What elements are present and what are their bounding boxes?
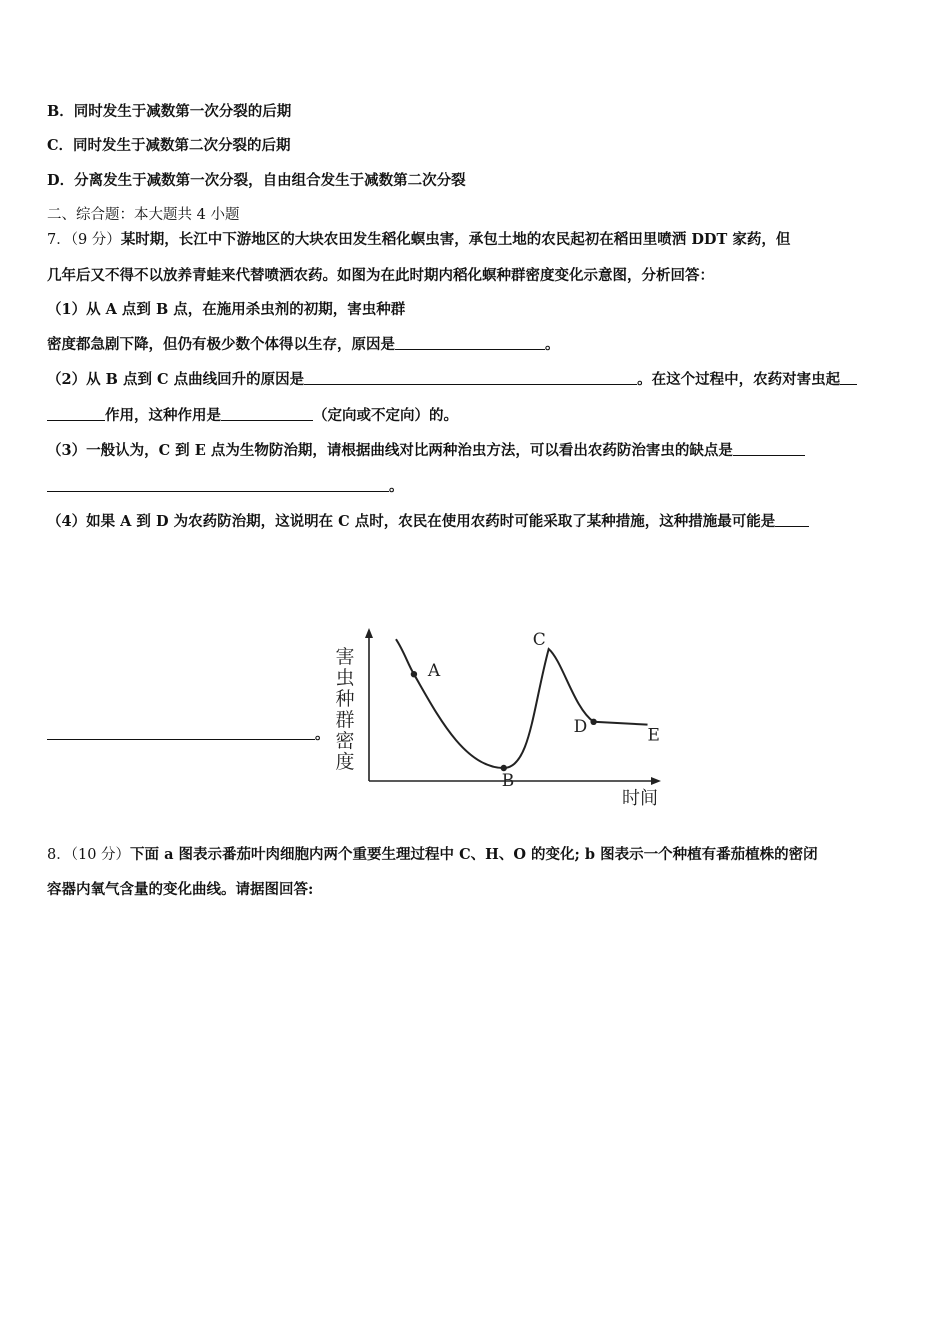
q7-part4-line1 xyxy=(47,512,809,532)
q7-part2-text-a: （2）从 B 点到 C 点曲线回升的原因是 xyxy=(47,371,305,388)
point-d-label: D xyxy=(573,716,588,737)
q7-part4-text: （4）如果 A 到 D 为农药防治期，这说明在 C 点时，农民在使用农药时可能采取了某种措施，这种措施最可能是 xyxy=(47,513,776,530)
punct-period: 。 xyxy=(315,726,330,743)
q7-part2-line2 xyxy=(47,406,458,426)
point-d-marker xyxy=(590,719,596,725)
answer-blank xyxy=(395,335,545,350)
q7-stem-line-1 xyxy=(47,230,790,250)
svg-text:害虫种群密度: 害虫种群密度 xyxy=(335,646,355,773)
x-axis-label: 时间 xyxy=(622,788,658,809)
point-a-marker xyxy=(411,671,417,677)
population-density-chart xyxy=(325,625,670,810)
q7-part3-text: （3）一般认为，C 到 E 点为生物防治期，请根据曲线对比两种治虫方法，可以看出农药防治害虫的缺点是 xyxy=(47,442,733,459)
point-e-label: E xyxy=(647,725,660,746)
q8-number: 8．（10 分） xyxy=(47,847,131,863)
punct-period: 。 xyxy=(389,478,404,495)
punct-period: 。 xyxy=(545,336,560,353)
answer-blank xyxy=(775,512,809,527)
q8-stem-2: 容器内氧气含量的变化曲线。请据图回答: xyxy=(47,881,314,898)
answer-blank xyxy=(304,370,637,385)
q7-stem-2: 几年后又不得不以放养青蛙来代替喷洒农药。如图为在此时期内稻化螟种群密度变化示意图，分析回答： xyxy=(47,267,714,284)
q8-stem-1: 下面 a 图表示番茄叶肉细胞内两个重要生理过程中 C、H、O 的变化; b 图表示一个种植有番茄植株的密闭 xyxy=(130,846,818,863)
q7-stem-1: 某时期，长江中下游地区的大块农田发生稻化螟虫害，承包土地的农民起初在稻田里喷洒 DDT 家药，但 xyxy=(120,231,791,248)
point-b-label: B xyxy=(501,771,515,791)
density-curve xyxy=(396,639,648,768)
q8-stem-line-1 xyxy=(47,845,818,865)
answer-blank xyxy=(840,370,857,385)
q7-part3-line2 xyxy=(47,477,404,497)
q7-part2-text-d: （定向或不定向）的。 xyxy=(313,407,458,424)
y-axis-arrow xyxy=(365,628,373,638)
q7-part2-line1 xyxy=(47,370,857,390)
x-axis-arrow xyxy=(651,777,661,785)
point-c-label: C xyxy=(532,630,546,650)
option-d: D．分离发生于减数第一次分裂，自由组合发生于减数第二次分裂 xyxy=(47,172,466,189)
answer-blank xyxy=(221,406,313,421)
q7-part4-line2 xyxy=(47,725,330,745)
answer-blank xyxy=(733,441,805,456)
option-b: B．同时发生于减数第一次分裂的后期 xyxy=(47,103,292,120)
q7-number: 7．（9 分） xyxy=(47,232,121,248)
q7-part2-text-c: 作用，这种作用是 xyxy=(105,407,221,424)
y-axis-label xyxy=(335,646,354,773)
option-c: C．同时发生于减数第二次分裂的后期 xyxy=(47,137,291,154)
answer-blank xyxy=(47,406,105,421)
section-title: 二、综合题：本大题共 4 小题 xyxy=(47,207,240,223)
answer-blank xyxy=(47,725,315,740)
q7-part1-text: 密度都急剧下降，但仍有极少数个体得以生存，原因是 xyxy=(47,336,395,353)
point-a-label: A xyxy=(427,661,441,682)
q7-part1-line1: （1）从 A 点到 B 点，在施用杀虫剂的初期，害虫种群 xyxy=(47,301,406,318)
q7-part1-line2 xyxy=(47,335,560,355)
q7-part2-text-b: 。在这个过程中，农药对害虫起 xyxy=(637,371,841,388)
q7-part3-line1 xyxy=(47,441,805,461)
answer-blank xyxy=(47,477,389,492)
